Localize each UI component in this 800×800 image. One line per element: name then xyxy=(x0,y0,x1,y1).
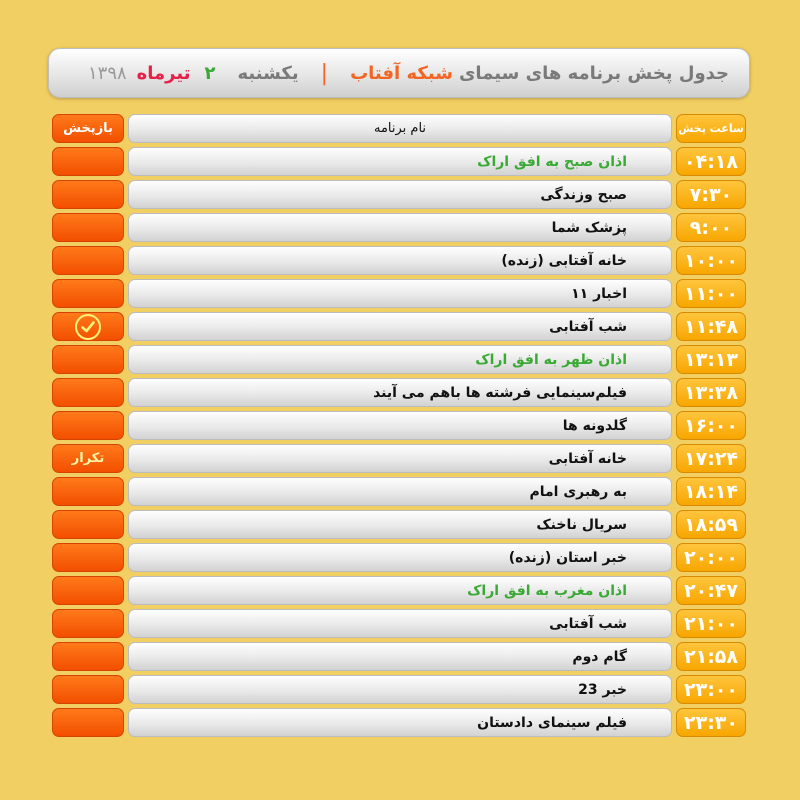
rerun-status xyxy=(52,609,124,638)
program-name: فیلم‌سینمایی فرشته ها باهم می آیند xyxy=(128,378,672,407)
program-name: به رهبری امام xyxy=(128,477,672,506)
table-row xyxy=(52,312,746,345)
table-row xyxy=(52,279,746,312)
rerun-status xyxy=(52,213,124,242)
rerun-status xyxy=(52,510,124,539)
column-header-rerun: بازپخش xyxy=(52,114,124,143)
column-header-name: نام برنامه xyxy=(128,114,672,143)
table-row xyxy=(52,378,746,411)
broadcast-time: ۱۱:۴۸ xyxy=(676,312,746,341)
table-row xyxy=(52,411,746,444)
table-row xyxy=(52,444,746,477)
broadcast-time: ۲۱:۵۸ xyxy=(676,642,746,671)
program-name: شب آفتابی xyxy=(128,609,672,638)
broadcast-time: ۷:۳۰ xyxy=(676,180,746,209)
broadcast-time: ۱۳:۱۳ xyxy=(676,345,746,374)
rerun-status xyxy=(52,675,124,704)
rerun-status: تکرار xyxy=(52,444,124,473)
rerun-status xyxy=(52,147,124,176)
page-header xyxy=(48,48,750,98)
network-name: شبکه آفتاب xyxy=(350,62,453,84)
broadcast-time: ۲۰:۰۰ xyxy=(676,543,746,572)
program-name: فیلم سینمای دادستان xyxy=(128,708,672,737)
rerun-status xyxy=(52,279,124,308)
table-row xyxy=(52,543,746,576)
rerun-status xyxy=(52,345,124,374)
program-name: اذان ظهر به افق اراک xyxy=(128,345,672,374)
header-separator: | xyxy=(320,60,329,86)
check-icon xyxy=(75,314,101,340)
table-row xyxy=(52,213,746,246)
table-row xyxy=(52,246,746,279)
table-row xyxy=(52,345,746,378)
table-row xyxy=(52,675,746,708)
broadcast-time: ۱۰:۰۰ xyxy=(676,246,746,275)
program-name: اذان صبح به افق اراک xyxy=(128,147,672,176)
rerun-status xyxy=(52,708,124,737)
year: ۱۳۹۸ xyxy=(87,62,127,84)
program-name: اخبار ۱۱ xyxy=(128,279,672,308)
rerun-status xyxy=(52,411,124,440)
rerun-status xyxy=(52,180,124,209)
rerun-status xyxy=(52,576,124,605)
program-name: اذان مغرب به افق اراک xyxy=(128,576,672,605)
table-row xyxy=(52,180,746,213)
program-name: گام دوم xyxy=(128,642,672,671)
program-name: سریال ناخنک xyxy=(128,510,672,539)
table-row xyxy=(52,708,746,741)
day-number: ۲ xyxy=(204,62,216,84)
program-name: خبر 23 xyxy=(128,675,672,704)
rerun-status xyxy=(52,378,124,407)
broadcast-time: ۱۸:۵۹ xyxy=(676,510,746,539)
broadcast-time: ۲۰:۴۷ xyxy=(676,576,746,605)
broadcast-time: ۱۳:۳۸ xyxy=(676,378,746,407)
broadcast-time: ۹:۰۰ xyxy=(676,213,746,242)
table-header-row xyxy=(52,114,746,147)
broadcast-time: ۱۶:۰۰ xyxy=(676,411,746,440)
column-header-time: ساعت پخش xyxy=(676,114,746,143)
broadcast-time: ۱۱:۰۰ xyxy=(676,279,746,308)
rerun-status xyxy=(52,312,124,341)
schedule-title: جدول پخش برنامه های سیمای xyxy=(458,62,729,84)
rerun-status xyxy=(52,543,124,572)
broadcast-time: ۲۳:۰۰ xyxy=(676,675,746,704)
broadcast-time: ۱۸:۱۴ xyxy=(676,477,746,506)
program-name: خانه آفتابی (زنده) xyxy=(128,246,672,275)
table-row xyxy=(52,642,746,675)
table-row xyxy=(52,609,746,642)
program-name: گلدونه ها xyxy=(128,411,672,440)
rerun-status xyxy=(52,246,124,275)
program-name: خبر استان (زنده) xyxy=(128,543,672,572)
table-row xyxy=(52,510,746,543)
program-name: پزشک شما xyxy=(128,213,672,242)
rerun-status xyxy=(52,642,124,671)
day-name: یکشنبه xyxy=(237,62,299,84)
table-row xyxy=(52,147,746,180)
broadcast-time: ۲۳:۳۰ xyxy=(676,708,746,737)
program-name: صبح وزندگی xyxy=(128,180,672,209)
program-name: شب آفتابی xyxy=(128,312,672,341)
schedule-table xyxy=(52,114,746,741)
month-name: تیرماه xyxy=(136,62,191,84)
broadcast-time: ۱۷:۲۴ xyxy=(676,444,746,473)
broadcast-time: ۲۱:۰۰ xyxy=(676,609,746,638)
table-row xyxy=(52,576,746,609)
program-name: خانه آفتابی xyxy=(128,444,672,473)
table-row xyxy=(52,477,746,510)
broadcast-time: ۰۴:۱۸ xyxy=(676,147,746,176)
rerun-status xyxy=(52,477,124,506)
